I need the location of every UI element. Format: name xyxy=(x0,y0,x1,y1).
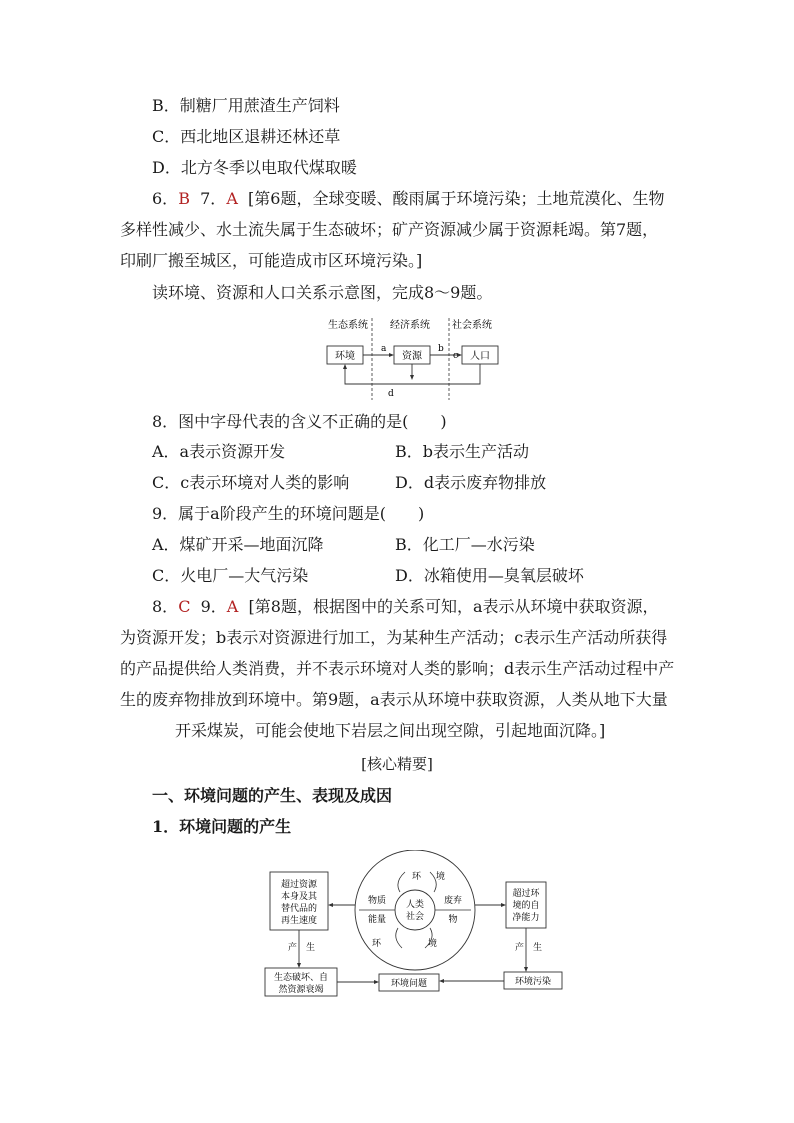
circle-top-label: 环 xyxy=(412,872,422,882)
answer-8-9-text1: [第8题，根据图中的关系可知，a表示从环境中获取资源， xyxy=(248,597,659,616)
waste-line1: 废弃 xyxy=(443,896,463,906)
bottom-left-line1: 生态破坏、自 xyxy=(273,973,329,983)
option-b-prev: B．制糖厂用蔗渣生产饲料 xyxy=(152,96,340,115)
q9-options-row1 xyxy=(152,535,535,555)
q8-options-row1 xyxy=(152,442,530,462)
relation-diagram xyxy=(322,314,504,402)
waste-line2: 物 xyxy=(448,915,458,925)
label-soc-system: 社会系统 xyxy=(452,320,492,331)
q9-option-c: C．火电厂—大气污染 xyxy=(152,566,309,585)
bottom-mid-label: 环境问题 xyxy=(390,979,428,989)
arrow-d-head xyxy=(343,364,347,369)
arrow-left-down-head xyxy=(297,963,301,968)
inner-circle xyxy=(395,890,435,930)
q9-number: 9． xyxy=(200,597,227,616)
q8-option-d: D．d表示废弃物排放 xyxy=(395,473,547,492)
q7-number: 7． xyxy=(200,189,227,208)
q9-option-b: B．化工厂—水污染 xyxy=(395,535,535,554)
answer-6-7-line2: 多样性减少、水土流失属于生态破坏；矿产资源减少属于资源耗竭。第7题， xyxy=(120,220,659,239)
arrow-to-left-box-head xyxy=(328,903,333,907)
circle-bottom-label2: 境 xyxy=(428,939,438,949)
q8-stem: 8．图中字母代表的含义不正确的是( ) xyxy=(152,412,447,431)
arrow-a-head xyxy=(389,353,394,357)
q8-number: 8． xyxy=(152,597,179,616)
center-line1: 人类 xyxy=(405,900,425,910)
answer-8-9-line4: 生的废弃物排放到环境中。第9题，a表示从环境中获取资源，人类从地下大量 xyxy=(120,690,668,709)
arrow-res-down-head xyxy=(410,375,414,380)
letter-c: c xyxy=(453,351,459,361)
arrow-bottom-right-head xyxy=(439,979,444,983)
label-eco-system: 生态系统 xyxy=(328,320,368,331)
right-box-line2: 境的自 xyxy=(512,901,540,911)
section-heading: 一、环境问题的产生、表现及成因 xyxy=(152,786,393,805)
box-population-label: 人口 xyxy=(470,351,490,362)
q9-answer: A xyxy=(226,597,239,616)
circle-top-label2: 境 xyxy=(436,872,446,882)
answer-8-9-line5: 开采煤炭，可能会使地下岩层之间出现空隙，引起地面沉降。] xyxy=(175,721,606,740)
option-c-prev: C．西北地区退耕还林还草 xyxy=(152,127,341,146)
q9-option-d: D．冰箱使用—臭氧层破坏 xyxy=(395,566,584,585)
right-box-line1: 超过环 xyxy=(512,889,540,899)
q8-option-c: C．c表示环境对人类的影响 xyxy=(152,473,350,492)
q8-answer: C xyxy=(178,597,191,616)
arrow-d xyxy=(345,364,480,384)
produce-right: 产 生 xyxy=(515,943,543,953)
answer-6-7-line3: 印刷厂搬至城区，可能造成市区环境污染。] xyxy=(120,251,423,270)
q6-number: 6． xyxy=(152,189,179,208)
left-box-line4: 再生速度 xyxy=(280,916,318,926)
q8-option-a: A．a表示资源开发 xyxy=(152,442,286,461)
label-econ-system: 经济系统 xyxy=(390,320,430,331)
q6-answer: B xyxy=(178,189,190,208)
subsection-heading: 1．环境问题的产生 xyxy=(152,817,292,836)
letter-b: b xyxy=(438,344,444,354)
letter-a: a xyxy=(381,344,387,354)
q9-stem: 9．属于a阶段产生的环境问题是( ) xyxy=(152,504,425,523)
arrow-bottom-left-head xyxy=(374,980,379,984)
arrow-to-right-box-head xyxy=(501,903,506,907)
box-environment-label: 环境 xyxy=(335,351,355,362)
circle-bottom-label: 环 xyxy=(372,939,382,949)
produce-left: 产 生 xyxy=(288,943,316,953)
q9-option-a: A．煤矿开采—地面沉降 xyxy=(152,535,324,554)
answer-6-7-line1 xyxy=(152,189,664,209)
q8-options-row2 xyxy=(152,473,547,493)
material-line2: 能量 xyxy=(367,915,387,925)
answer-6-7-text1: [第6题，全球变暖、酸雨属于环境污染；土地荒漠化、生物 xyxy=(248,189,665,208)
box-resource-label: 资源 xyxy=(402,351,422,362)
left-box-line2: 本身及其 xyxy=(280,892,318,902)
core-title: [核心精要] xyxy=(361,755,433,773)
center-line2: 社会 xyxy=(405,912,425,922)
arrow-right-down-head xyxy=(524,967,528,972)
env-problem-diagram xyxy=(262,850,572,1000)
left-box-line3: 替代品的 xyxy=(280,904,318,914)
answer-8-9-line3: 的产品提供给人类消费，并不表示环境对人类的影响；d表示生产活动过程中产 xyxy=(120,659,675,678)
answer-8-9-line1 xyxy=(152,597,659,617)
q9-options-row2 xyxy=(152,566,584,586)
bottom-left-line2: 然资源衰竭 xyxy=(278,985,324,995)
right-box-line3: 净能力 xyxy=(512,913,540,923)
material-line1: 物质 xyxy=(367,896,387,906)
left-box-line1: 超过资源 xyxy=(280,880,318,890)
bottom-right-label: 环境污染 xyxy=(514,977,552,987)
option-d-prev: D．北方冬季以电取代煤取暖 xyxy=(152,158,357,177)
q8-option-b: B．b表示生产活动 xyxy=(395,442,530,461)
letter-d: d xyxy=(388,389,394,399)
intro-text: 读环境、资源和人口关系示意图，完成8～9题。 xyxy=(152,283,493,302)
answer-8-9-line2: 为资源开发；b表示对资源进行加工，为某种生产活动；c表示生产活动所获得 xyxy=(120,628,668,647)
q7-answer: A xyxy=(226,189,238,208)
